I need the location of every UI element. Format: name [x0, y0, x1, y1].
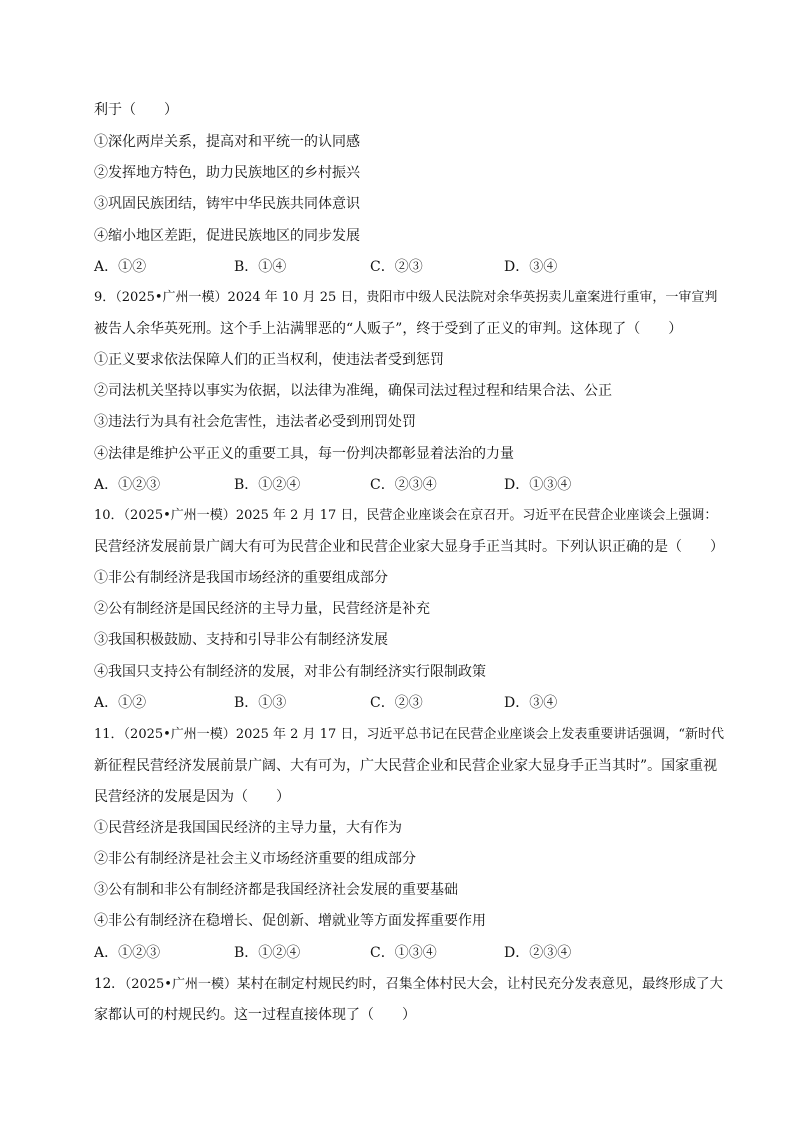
q11-stem-line-3: 民营经济的发展是因为（ ） — [94, 789, 290, 805]
q9-option-1: ①正义要求依法保障人们的正当权利，使违法者受到惩罚 — [94, 352, 444, 368]
q9-stem-text-1: 2024 年 10 月 25 日，贵阳市中级人民法院对余华英拐卖儿童案进行重审，一审宣判 — [227, 290, 718, 305]
q11-option-2: ②非公有制经济是社会主义市场经济重要的组成部分 — [94, 851, 416, 867]
q8-option-4: ④缩小地区差距，促进民族地区的同步发展 — [94, 228, 360, 244]
q11-source: （2025•广州一模） — [123, 727, 236, 742]
q11-choice-d[interactable]: D．②③④ — [504, 945, 572, 961]
q10-option-3: ③我国积极鼓励、支持和引导非公有制经济发展 — [94, 632, 388, 648]
q11-choice-c[interactable]: C．①③④ — [370, 945, 437, 961]
q11-stem-line-2: 新征程民营经济发展前景广阔、大有可为，广大民营企业和民营企业家大显身手正当其时”。国家重视 — [94, 758, 718, 774]
q9-option-2: ②司法机关坚持以事实为依据，以法律为准绳，确保司法过程过程和结果合法、公正 — [94, 383, 612, 399]
q8-choices — [94, 257, 694, 277]
q10-option-4: ④我国只支持公有制经济的发展，对非公有制经济实行限制政策 — [94, 664, 486, 680]
q11-option-4: ④非公有制经济在稳增长、促创新、增就业等方面发挥重要作用 — [94, 913, 486, 929]
q8-choice-c[interactable]: C．②③ — [370, 259, 423, 275]
q12-stem-line-2: 家都认可的村规民约。这一过程直接体现了（ ） — [94, 1007, 416, 1023]
q11-stem-text-1: 2025 年 2 月 17 日，习近平总书记在民营企业座谈会上发表重要讲话强调，“新时代 — [235, 727, 725, 742]
q9-choices — [94, 475, 694, 495]
q9-number: 9． — [94, 290, 116, 305]
q10-stem-text-1: 2025 年 2 月 17 日，民营企业座谈会在京召开。习近平在民营企业座谈会上强调： — [235, 508, 718, 523]
q9-choice-d[interactable]: D．①③④ — [504, 477, 572, 493]
q12-source: （2025•广州一模） — [124, 977, 237, 992]
q10-choice-c[interactable]: C．②③ — [370, 695, 423, 711]
q10-choice-b[interactable]: B．①③ — [234, 695, 287, 711]
q11-stem-line-1 — [94, 725, 724, 745]
q8-choice-d[interactable]: D．③④ — [504, 259, 558, 275]
q8-choice-b[interactable]: B．①④ — [234, 259, 287, 275]
q12-stem-text-1: 某村在制定村规民约时，召集全体村民大会，让村民充分发表意见，最终形成了大 — [236, 976, 723, 992]
q11-choice-a[interactable]: A．①②③ — [94, 945, 161, 961]
q11-choices — [94, 943, 694, 963]
q12-number: 12． — [94, 976, 125, 992]
q8-stem-tail: 利于（ ） — [94, 102, 178, 118]
q10-number: 10． — [94, 508, 124, 523]
q9-stem-line-2: 被告人余华英死刑。这个手上沾满罪恶的“人贩子”，终于受到了正义的审判。这体现了（ ） — [94, 321, 683, 337]
q11-option-3: ③公有制和非公有制经济都是我国经济社会发展的重要基础 — [94, 882, 458, 898]
q10-choice-d[interactable]: D．③④ — [504, 695, 558, 711]
q9-choice-b[interactable]: B．①②④ — [234, 477, 301, 493]
q8-option-1: ①深化两岸关系，提高对和平统一的认同感 — [94, 134, 360, 150]
q11-option-1: ①民营经济是我国国民经济的主导力量，大有作为 — [94, 820, 402, 836]
q9-choice-c[interactable]: C．②③④ — [370, 477, 437, 493]
q12-stem-line-1 — [94, 974, 723, 995]
q10-source: （2025•广州一模） — [123, 508, 236, 523]
q9-choice-a[interactable]: A．①②③ — [94, 477, 161, 493]
q10-option-1: ①非公有制经济是我国市场经济的重要组成部分 — [94, 570, 388, 586]
q9-option-4: ④法律是维护公平正义的重要工具，每一份判决都彰显着法治的力量 — [94, 446, 514, 462]
q9-option-3: ③违法行为具有社会危害性，违法者必受到刑罚处罚 — [94, 414, 416, 430]
q10-stem-line-2: 民营经济发展前景广阔大有可为民营企业和民营企业家大显身手正当其时。下列认识正确的是（ ） — [94, 539, 724, 555]
q8-option-3: ③巩固民族团结，铸牢中华民族共同体意识 — [94, 196, 360, 212]
q9-stem-line-1 — [94, 288, 717, 308]
q10-option-2: ②公有制经济是国民经济的主导力量，民营经济是补充 — [94, 601, 430, 617]
q10-choice-a[interactable]: A．①② — [94, 695, 147, 711]
q9-source: （2025•广州一模） — [115, 290, 228, 305]
q8-choice-a[interactable]: A．①② — [94, 259, 147, 275]
q10-stem-line-1 — [94, 506, 717, 526]
q10-choices — [94, 693, 694, 713]
q11-choice-b[interactable]: B．①②④ — [234, 945, 301, 961]
q11-number: 11． — [94, 727, 124, 742]
q8-option-2: ②发挥地方特色，助力民族地区的乡村振兴 — [94, 165, 360, 181]
